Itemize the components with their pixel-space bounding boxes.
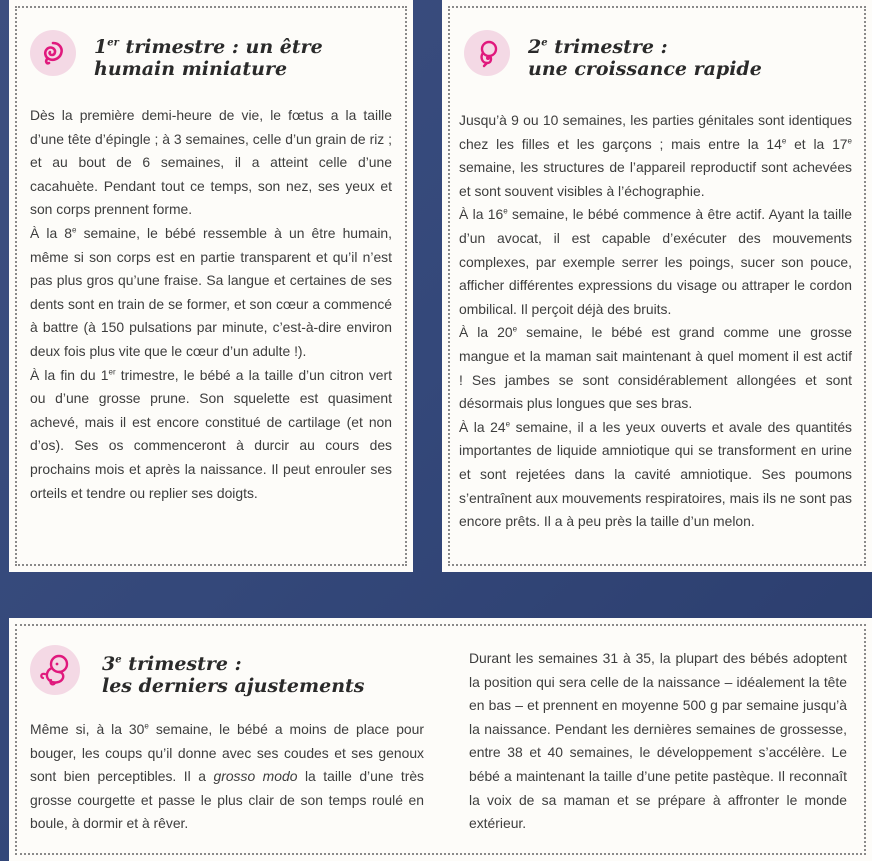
paragraph: Durant les semaines 31 à 35, la plupart des bébés adoptent la position qui sera celle de la naissance – idéalement la tête en bas – et prennent en moyenne 500 g par semaine jusqu’à la naissance. Pendant les dernières semaines de grossesse, entre 38 et 40 semaines, le développement s’accélère. Le bébé a maintenant la taille d’une petite pastèque. Il reconnaît la voix de sa maman et se prépare à affronter le monde extérieur. (469, 650, 847, 832)
embryo-icon (39, 39, 67, 67)
trimester-2-badge (464, 30, 510, 76)
trimester-3-header (30, 645, 364, 697)
trimester-3-text-right (469, 647, 847, 836)
fetus-icon (472, 38, 502, 68)
trimester-2-card (442, 0, 872, 572)
paragraph: À la fin du 1er trimestre, le bébé a la taille d’un citron vert ou d’une grosse prune. Son squelette est quasiment achevé, mais il est encore constitué de cartilage (et non d’os). Ses os commenceront à durcir au cours des prochains mois et après la naissance. Il peut enrouler ses orteils et tendre ou replier ses doigts. (30, 366, 392, 501)
trimester-3-card (9, 618, 872, 861)
trimester-2-title: 2e trimestre : une croissance rapide (528, 36, 762, 80)
trimester-3-title: 3e trimestre : les derniers ajustements (102, 653, 365, 697)
paragraph: À la 16e semaine, le bébé commence à être actif. Ayant la taille d’un avocat, il est capable d’exécuter des mouvements complexes, par exemple serrer les poings, sucer son pouce, afficher différentes expressions du visage ou attraper le cordon ombilical. Il perçoit déjà des bruits. (459, 206, 852, 317)
trimester-3-badge (30, 645, 80, 695)
paragraph: Même si, à la 30e semaine, le bébé a moins de place pour bouger, les coups qu’il donne avec ses coudes et ses genoux sont bien perceptibles. Il a grosso modo la taille d’une très grosse courgette et passe le plus clair de son temps roulé en boule, à dormir et à rêver. (30, 721, 424, 832)
paragraph: À la 8e semaine, le bébé ressemble à un être humain, même si son corps est en partie transparent et qu’il n’est pas plus gros qu’une fraise. Sa langue et certaines de ses dents sont en train de se former, et son cœur a commencé à battre (à 150 pulsations par minute, c’est-à-dire environ deux fois plus vite que le cœur d’un adulte !). (30, 224, 392, 359)
paragraph: Jusqu’à 9 ou 10 semaines, les parties génitales sont identiques chez les filles et les garçons ; mais entre la 14e et la 17e semaine, les structures de l’appareil reproductif sont achevées et sont souvent visibles à l’échographie. (459, 112, 852, 199)
trimester-2-header (464, 30, 762, 80)
trimester-1-card (9, 0, 413, 572)
trimester-3-text-left (30, 718, 424, 836)
trimester-1-badge (30, 30, 76, 76)
trimester-2-text (459, 109, 852, 534)
baby-icon (37, 652, 73, 688)
paragraph: À la 24e semaine, il a les yeux ouverts et avale des quantités importantes de liquide amniotique qui se transforment en urine et sont rejetées dans la cavité amniotique. Ses poumons s’entraînent aux mouvements respiratoires, mais ils ne sont pas encore prêts. Il a à peu près la taille d’un melon. (459, 418, 852, 530)
trimester-1-header (30, 30, 323, 80)
paragraph: Dès la première demi-heure de vie, le fœtus a la taille d’une tête d’épingle ; à 3 semaines, celle d’un grain de riz ; et au bout de 6 semaines, il a atteint celle d’une cacahuète. Pendant tout ce temps, son nez, ses yeux et son corps prennent forme. (30, 107, 392, 218)
paragraph: À la 20e semaine, le bébé est grand comme une grosse mangue et la maman sait maintenant à quel moment il est actif ! Ses jambes se sont considérablement allongées et sont désormais plus longues que ses bras. (459, 324, 852, 412)
trimester-1-text (30, 104, 392, 505)
trimester-1-title: 1er trimestre : un être humain miniature (94, 36, 323, 80)
